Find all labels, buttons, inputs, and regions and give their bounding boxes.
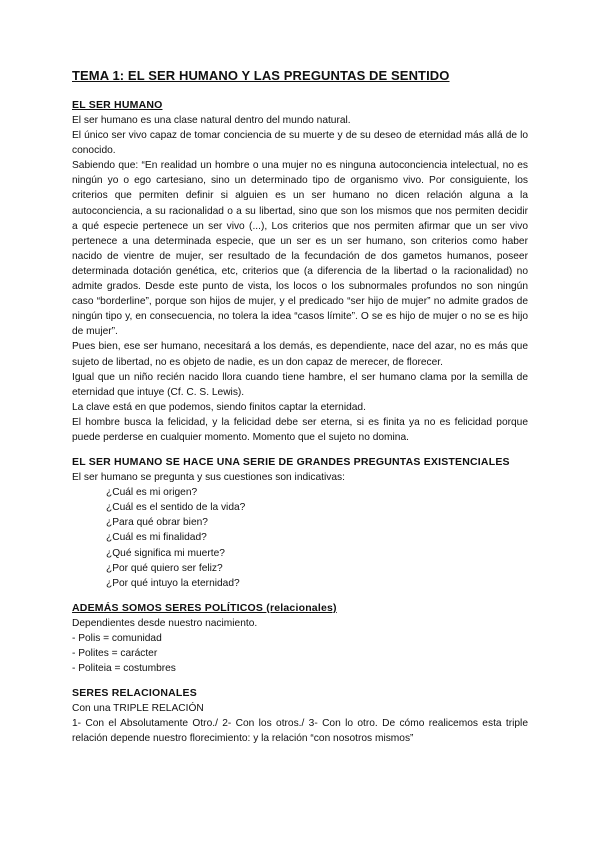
section-heading: ADEMÁS SOMOS SERES POLÍTICOS (relacionales): [72, 601, 337, 614]
list-item: ¿Para qué obrar bien?: [106, 517, 208, 529]
paragraph: Pues bien, ese ser humano, necesitará a los demás, es dependiente, nace del azar, no es más que sujeto de libertad, no es objeto de nadie, es un don capaz de merecer, de florecer.: [72, 341, 528, 368]
list-item: ¿Cuál es mi origen?: [106, 487, 198, 499]
list-item: ¿Cuál es mi finalidad?: [106, 532, 207, 544]
section-heading: EL SER HUMANO SE HACE UNA SERIE DE GRANDES PREGUNTAS EXISTENCIALES: [72, 456, 510, 469]
paragraph: El hombre busca la felicidad, y la felicidad debe ser eterna, si es finita ya no es felicidad porque puede perderse en cualquier momento. Momento que el sujeto no domina.: [72, 416, 528, 443]
paragraph: El ser humano es una clase natural dentro del mundo natural.: [72, 115, 351, 126]
document-title: TEMA 1: EL SER HUMANO Y LAS PREGUNTAS DE SENTIDO: [72, 68, 450, 83]
paragraph: Sabiendo que: “En realidad un hombre o una mujer no es ninguna autoconciencia intelectual, no es ningún yo o ego cartesiano, sino un determinado tipo de organismo vivo. Por consiguiente, los criterios que permiten definir si alguien es un ser humano no dicen relación alguna a la autoconciencia, a su racionalidad o a su libertad, sino que son los mismos que nos permiten decidir a qué especie pertenece un ser vivo (...), Los criterios que nos permiten afirmar que un ser vivo pertenece a una determinada especie, que un ser es un ser humano, son criterios como haber nacido de vientre de mujer, ser resultado de la fecundación de dos gametos humanos, poseer determinada dotación genética, etc, criterios que (a diferencia de la libertad o la racionalidad) no admite grados. Desde este punto de vista, los locos o los subnormales profundos no son ningún caso “borderline”, porque son hijos de mujer, y el predicado “ser hijo de mujer” no admite grados de ningún tipo y, en consecuencia, no tolera la idea “casos límite”. O se es hijo de mujer o no se es hijo de mujer”.: [72, 160, 528, 338]
section-heading: SERES RELACIONALES: [72, 687, 197, 700]
paragraph: 1- Con el Absolutamente Otro./ 2- Con los otros./ 3- Con lo otro. De cómo realicemos esta triple relación depende nuestro florecimiento: y la relación “con nosotros mismos”: [72, 718, 528, 745]
list-item: ¿Cuál es el sentido de la vida?: [106, 502, 246, 514]
section-seres-relacionales: [72, 686, 528, 746]
list-item: ¿Por qué quiero ser feliz?: [106, 562, 223, 574]
section-heading: EL SER HUMANO: [72, 99, 163, 111]
list-item: ¿Qué significa mi muerte?: [106, 547, 225, 559]
paragraph: El ser humano se pregunta y sus cuestiones son indicativas:: [72, 472, 345, 484]
section-preguntas-existenciales: [72, 455, 528, 591]
text-line: - Polis = comunidad: [72, 632, 162, 644]
section-el-ser-humano: [72, 98, 528, 445]
text-line: Con una TRIPLE RELACIÓN: [72, 703, 204, 715]
paragraph: Igual que un niño recién nacido llora cuando tiene hambre, el ser humano clama por la semilla de eternidad que intuye (Cf. C. S. Lewis).: [72, 371, 528, 398]
text-line: - Polites = carácter: [72, 648, 158, 659]
paragraph: La clave está en que podemos, siendo finitos captar la eternidad.: [72, 401, 366, 413]
list-item: ¿Por qué intuyo la eternidad?: [106, 577, 240, 589]
paragraph: El único ser vivo capaz de tomar conciencia de su muerte y de su deseo de eternidad más allá de lo conocido.: [72, 130, 528, 157]
section-seres-politicos: [72, 601, 528, 676]
question-list: [72, 485, 528, 591]
text-line: Dependientes desde nuestro nacimiento.: [72, 617, 258, 629]
text-line: - Politeia = costumbres: [72, 663, 176, 675]
